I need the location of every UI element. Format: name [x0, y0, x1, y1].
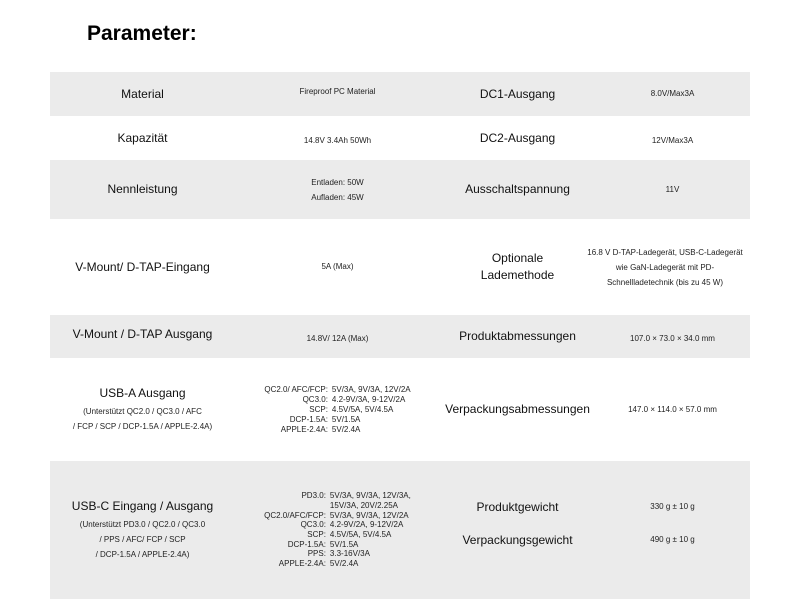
row-value-cell: [580, 219, 750, 315]
spec-value: 5V/1.5A: [329, 539, 359, 549]
parameter-label: Kapazität: [117, 130, 168, 145]
row-label-cell: [50, 219, 235, 315]
row-label-cell: [50, 160, 235, 219]
spec-key: PPS:: [307, 549, 326, 559]
parameter-label: Verpackungsabmessungen: [445, 402, 590, 416]
spec-value: 3.3-16V/3A: [329, 549, 370, 559]
parameter-value: 107.0 × 73.0 × 34.0 mm: [630, 333, 715, 343]
spec-value: 5V/2.4A: [331, 424, 361, 434]
parameter-value: 8.0V/Max3A: [650, 89, 695, 98]
table-row: [50, 160, 750, 219]
row-value-cell: [595, 525, 750, 555]
table-row: [50, 72, 750, 116]
spec-value: 5V/2.4A: [329, 559, 359, 569]
parameter-label: Material: [121, 86, 164, 101]
spec-value: 5V/1.5A: [331, 414, 361, 424]
spec-key: QC2.0/AFC/FCP:: [264, 510, 326, 520]
parameter-table: [50, 72, 750, 599]
spec-list: [264, 385, 410, 435]
row-label-cell: [440, 116, 595, 160]
parameter-value-line: Aufladen: 45W: [311, 192, 364, 202]
parameter-value: 14.8V 3.4Ah 50Wh: [303, 136, 372, 145]
parameter-value: 11V: [665, 184, 680, 194]
spec-value: 4.5V/5A, 5V/4.5A: [331, 404, 394, 414]
parameter-value: 147.0 × 114.0 × 57.0 mm: [628, 404, 717, 414]
table-row: [50, 116, 750, 160]
parameter-value-line: Entladen: 50W: [311, 177, 364, 187]
spec-value: 4.2-9V/3A, 9-12V/2A: [331, 394, 406, 404]
parameter-value: 12V/Max3A: [651, 136, 694, 145]
row-label-cell: [440, 315, 595, 358]
spec-key: SCP:: [307, 530, 326, 539]
parameter-note-line: / PPS / AFC/ FCP / SCP: [99, 535, 186, 544]
row-value-cell: [235, 219, 440, 315]
row-label-cell: [440, 72, 595, 116]
parameter-value: 14.8V/ 12A (Max): [306, 333, 369, 343]
parameter-label: DC2-Ausgang: [479, 130, 556, 145]
parameter-label: Verpackungsgewicht: [462, 532, 573, 547]
spec-key: QC3.0:: [302, 394, 328, 404]
spec-value: 4.2-9V/2A, 9-12V/2A: [329, 520, 404, 530]
row-value-cell: [595, 315, 750, 358]
parameter-value: 490 g ± 10 g: [650, 535, 695, 544]
parameter-value: 5A (Max): [321, 262, 354, 271]
row-value-cell: [235, 160, 440, 219]
table-row: [50, 358, 750, 461]
row-value-cell: [595, 72, 750, 116]
parameter-label: Nennleistung: [107, 182, 178, 196]
table-row: [50, 315, 750, 358]
row-label-cell: [440, 160, 595, 219]
parameter-label: V-Mount/ D-TAP-Eingang: [75, 259, 210, 274]
row-label-cell: [440, 219, 595, 315]
spec-key: SCP:: [309, 404, 328, 414]
spec-key: DCP-1.5A:: [287, 539, 326, 549]
row-label-cell: [50, 116, 235, 160]
parameter-note-line: (Unterstützt QC2.0 / QC3.0 / AFC: [83, 407, 202, 416]
spec-key: APPLE-2.4A:: [280, 424, 328, 434]
spec-key: [264, 501, 326, 511]
parameter-label-line: Optionale: [491, 251, 544, 265]
parameter-label: Ausschaltspannung: [465, 182, 570, 196]
parameter-label-line: Lademethode: [480, 268, 555, 282]
row-label-cell: [440, 525, 595, 555]
row-label-cell: [50, 315, 235, 358]
parameter-value: 330 g ± 10 g: [650, 502, 695, 511]
spec-key: QC3.0:: [300, 520, 326, 530]
spec-key: PD3.0:: [301, 491, 326, 501]
spec-key: QC2.0/ AFC/FCP:: [264, 384, 328, 394]
row-label-cell: [440, 358, 595, 461]
row-label-cell: [50, 461, 235, 599]
spec-value: 5V/3A, 9V/3A, 12V/2A: [329, 510, 409, 520]
parameter-value-line: 16.8 V D-TAP-Ladegerät, USB-C-Ladegerät: [587, 247, 743, 257]
spec-value: 4.5V/5A, 5V/4.5A: [329, 530, 392, 539]
table-row: [50, 461, 750, 599]
parameter-value: Fireproof PC Material: [299, 87, 376, 96]
row-value-cell: [235, 461, 440, 599]
row-label-cell: [50, 358, 235, 461]
row-value-cell: [235, 116, 440, 160]
parameter-label: DC1-Ausgang: [479, 86, 556, 101]
spec-value: 5V/3A, 9V/3A, 12V/2A: [331, 384, 411, 394]
row-value-cell: [235, 315, 440, 358]
row-value-cell: [235, 358, 440, 461]
spec-value: 15V/3A, 20V/2.25A: [329, 500, 398, 510]
parameter-note-line: / FCP / SCP / DCP-1.5A / APPLE-2.4A): [72, 422, 213, 431]
parameter-note-line: / DCP-1.5A / APPLE-2.4A): [95, 550, 190, 559]
parameter-label: Produktgewicht: [476, 499, 559, 514]
parameter-label: Produktabmessungen: [459, 329, 576, 343]
parameter-label: USB-C Eingang / Ausgang: [71, 499, 214, 513]
parameter-label: V-Mount / D-TAP Ausgang: [72, 327, 213, 341]
spec-value: 5V/3A, 9V/3A, 12V/3A,: [329, 491, 411, 501]
row-value-cell: [595, 358, 750, 461]
row-label-cell: [50, 72, 235, 116]
row-value-cell: [235, 72, 440, 116]
parameter-note-line: (Unterstützt PD3.0 / QC2.0 / QC3.0: [79, 520, 206, 529]
table-row: [50, 219, 750, 315]
spec-key: APPLE-2.4A:: [278, 559, 326, 569]
parameter-value-line: Schnellladetechnik (bis zu 45 W): [606, 277, 724, 287]
page-heading: Parameter:: [87, 22, 197, 45]
parameter-value-line: wie GaN-Ladegerät mit PD-: [615, 262, 715, 272]
parameter-label: USB-A Ausgang: [99, 386, 186, 400]
spec-list: [264, 491, 411, 569]
row-value-cell: [595, 160, 750, 219]
row-value-cell: [595, 116, 750, 160]
spec-key: DCP-1.5A:: [289, 414, 328, 424]
